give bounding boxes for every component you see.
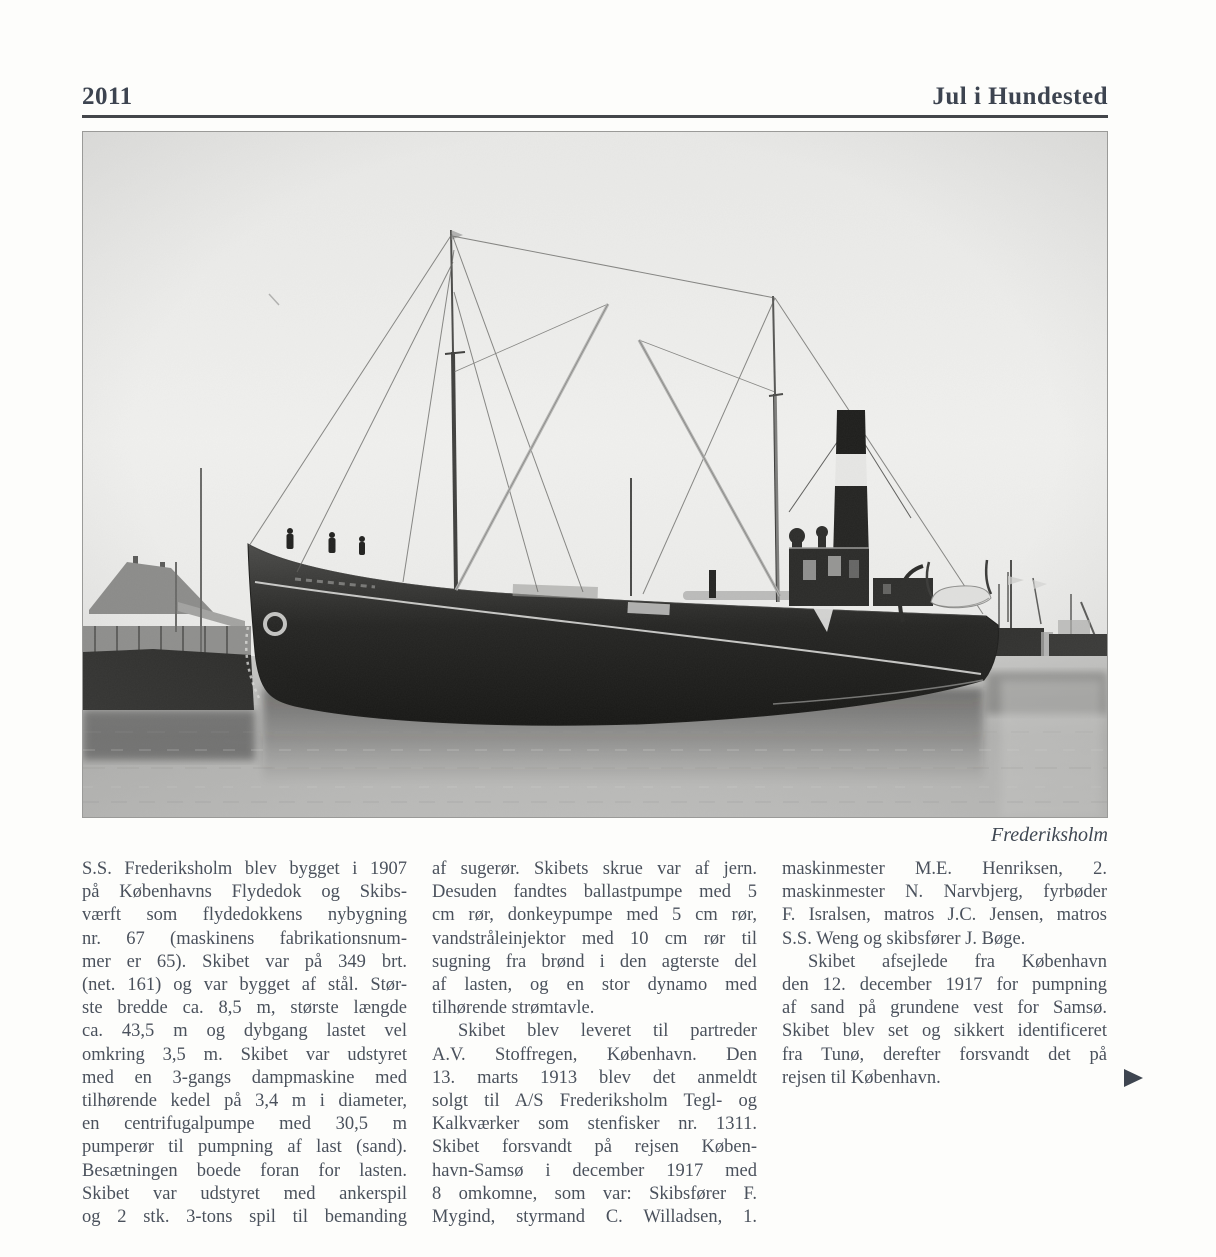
text-line: S.S. Weng og skibsfører J. Bøge. <box>782 928 1026 949</box>
text-column <box>782 858 1107 1229</box>
text-line: Mygind, styrmand C. Willadsen, 1. <box>432 1207 757 1228</box>
text-column <box>432 858 757 1229</box>
text-line: Skibet afsejlede fra København <box>808 951 1107 972</box>
text-line: af lasten, og en stor dynamo med <box>432 975 757 996</box>
text-line: F. Isralsen, matros J.C. Jensen, matros <box>782 905 1107 926</box>
text-line: cm rør, donkeypumpe med 5 cm rør, <box>432 905 757 926</box>
text-line: ste bredde ca. 8,5 m, største længde <box>82 998 407 1019</box>
text-line: en centrifugalpumpe med 30,5 m <box>82 1114 407 1135</box>
ship-illustration <box>83 132 1107 817</box>
vignette <box>83 132 1107 817</box>
text-line: nr. 67 (maskinens fabrikationsnum- <box>82 928 407 949</box>
text-line: ca. 43,5 m og dybgang lastet vel <box>82 1021 407 1042</box>
text-line: med en 3-gangs dampmaskine med <box>82 1067 407 1088</box>
text-line: af sugerør. Skibets skrue var af jern. <box>432 859 757 879</box>
text-line: maskinmester M.E. Henriksen, 2. <box>782 859 1107 879</box>
text-line: Skibet blev set og sikkert identificeret <box>782 1021 1107 1042</box>
text-line: den 12. december 1917 for pumpning <box>782 975 1107 996</box>
text-line: af sand på grundene vest for Samsø. <box>782 998 1107 1019</box>
text-line: på Københavns Flydedok og Skibs- <box>82 882 407 903</box>
text-line: Skibet var udstyret med ankerspil <box>82 1183 407 1204</box>
magazine-page <box>82 0 1108 1229</box>
text-line: Skibet forsvandt på rejsen Køben- <box>432 1137 757 1158</box>
text-line: Desuden fandtes ballastpumpe med 5 <box>432 882 757 903</box>
text-line: Besætningen boede foran for lasten. <box>82 1160 407 1181</box>
text-line: tilhørende strømtavle. <box>432 998 595 1019</box>
text-line: Skibet blev leveret til partreder <box>458 1021 757 1042</box>
photo-caption: Frederiksholm <box>990 824 1108 846</box>
text-line: omkring 3,5 m. Skibet var udstyret <box>82 1044 407 1065</box>
text-line: værft som flydedokkens nybygning <box>82 905 407 926</box>
text-line: pumperør til pumpning af last (sand). <box>82 1137 407 1158</box>
ship-photo <box>82 131 1108 818</box>
text-line: 8 omkomne, som var: Skibsfører F. <box>432 1183 757 1204</box>
text-line: fra Tunø, derefter forsvandt det på <box>782 1044 1107 1065</box>
continued-arrow-icon <box>1124 1069 1143 1087</box>
text-line: havn-Samsø i december 1917 med <box>432 1160 757 1181</box>
text-line: Kalkværker som stenfisker nr. 1311. <box>432 1114 757 1135</box>
text-line: 13. marts 1913 blev det anmeldt <box>432 1067 757 1088</box>
page-header <box>82 84 1108 118</box>
text-line: maskinmester N. Narvbjerg, fyrbøder <box>782 882 1107 903</box>
publication-title: Jul i Hundested <box>932 83 1108 110</box>
article-columns <box>82 858 1108 1229</box>
text-line: mer er 65). Skibet var på 349 brt. <box>82 951 407 972</box>
text-line: tilhørende kedel på 3,4 m i diameter, <box>82 1091 407 1112</box>
text-line: solgt til A/S Frederiksholm Tegl- og <box>432 1091 757 1112</box>
text-line: S.S. Frederiksholm blev bygget i 1907 <box>82 859 407 879</box>
text-line: sugning fra brønd i den agterste del <box>432 951 757 972</box>
text-column <box>82 858 407 1229</box>
text-line: (net. 161) og var bygget af stål. Stør- <box>82 975 407 996</box>
edition-year: 2011 <box>82 83 133 110</box>
text-line: vandstråleinjektor med 10 cm rør til <box>432 928 757 949</box>
text-line: rejsen til København. <box>782 1067 941 1088</box>
text-line: og 2 stk. 3-tons spil til bemanding <box>82 1207 407 1228</box>
text-line: A.V. Stoffregen, København. Den <box>432 1044 757 1065</box>
